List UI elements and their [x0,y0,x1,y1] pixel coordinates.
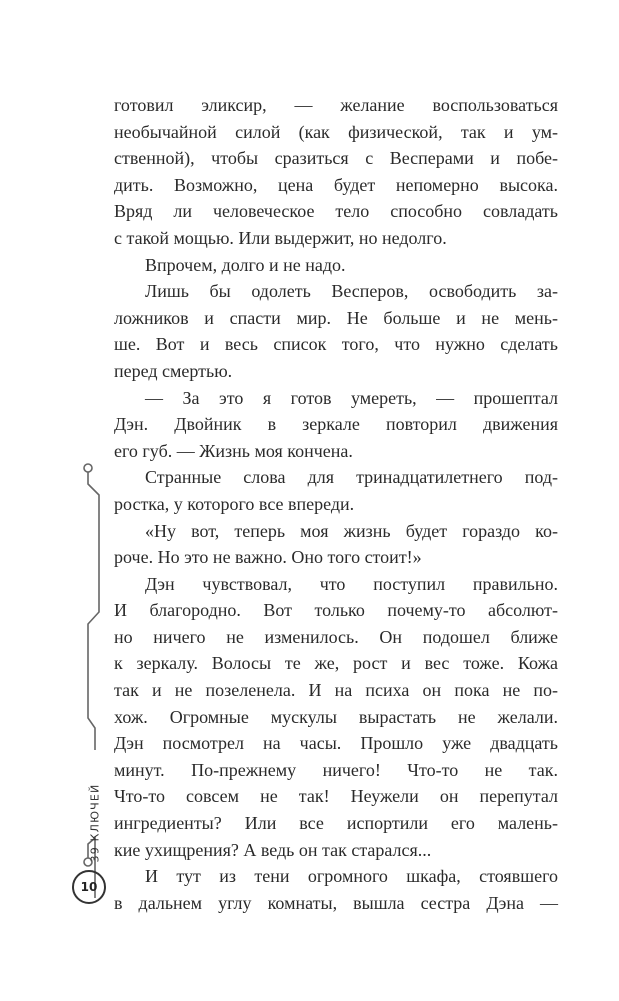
text-line: в дальнем углу комнаты, вышла сестра Дэна — [114,892,558,913]
text-line: «Ну вот, теперь моя жизнь будет гораздо ко- [145,520,558,541]
text-line: но ничего не изменилось. Он подошел ближе [114,626,558,647]
text-line: Дэн чувствовал, что поступил правильно. [145,573,558,594]
text-line: Что-то совсем не так! Неужели он перепутал [114,786,558,807]
text-line: Вряд ли человеческое тело способно совладать [114,201,558,222]
text-line: перед смертью. [114,360,233,381]
text-line: ше. Вот и весь список того, что нужно сделать [114,334,558,355]
ornament-top-dot [84,464,92,472]
text-line: кие ухищрения? А ведь он так старался... [114,839,432,860]
body-text [114,92,558,916]
running-head: 39 КЛЮЧЕЙ [88,783,102,863]
text-line: роче. Но это не важно. Оно того стоит!» [114,547,422,568]
text-line: хож. Огромные мускулы вырастать не желали. [114,706,558,727]
text-line: Лишь бы одолеть Весперов, освободить за- [145,281,558,302]
text-line: его губ. — Жизнь моя кончена. [114,440,353,461]
page-number: 10 [72,870,106,904]
text-line: И благородно. Вот только почему-то абсолют- [114,600,558,621]
text-line: И тут из тени огромного шкафа, стоявшего [145,866,558,887]
text-line: ростка, у которого все впереди. [114,493,355,514]
text-line: готовил эликсир, — желание воспользоваться [114,95,558,115]
text-line: ложников и спасти мир. Не больше и не мень- [114,307,558,328]
text-line: ингредиенты? Или все испортили его малень- [114,813,558,834]
text-line: ственной), чтобы сразиться с Весперами и побе- [114,148,558,169]
text-line: необычайной силой (как физической, так и ум- [114,121,558,142]
text-line: — За это я готов умереть, — прошептал [145,387,558,408]
text-line: Впрочем, долго и не надо. [145,254,346,275]
text-line: минут. По-прежнему ничего! Что-то не так. [114,759,558,780]
text-line: Странные слова для тринадцатилетнего под- [145,467,558,488]
text-line: к зеркалу. Волосы те же, рост и вес тоже. Кожа [114,653,558,674]
text-line: дить. Возможно, цена будет непомерно высока. [114,174,558,195]
text-line: так и не позеленела. И на психа он пока не по- [114,680,558,701]
text-line: Дэн посмотрел на часы. Прошло уже двадцать [114,733,558,754]
text-line: Дэн. Двойник в зеркале повторил движения [114,414,558,435]
ornament-line-upper [88,472,99,750]
text-line: с такой мощью. Или выдержит, но недолго. [114,227,447,248]
